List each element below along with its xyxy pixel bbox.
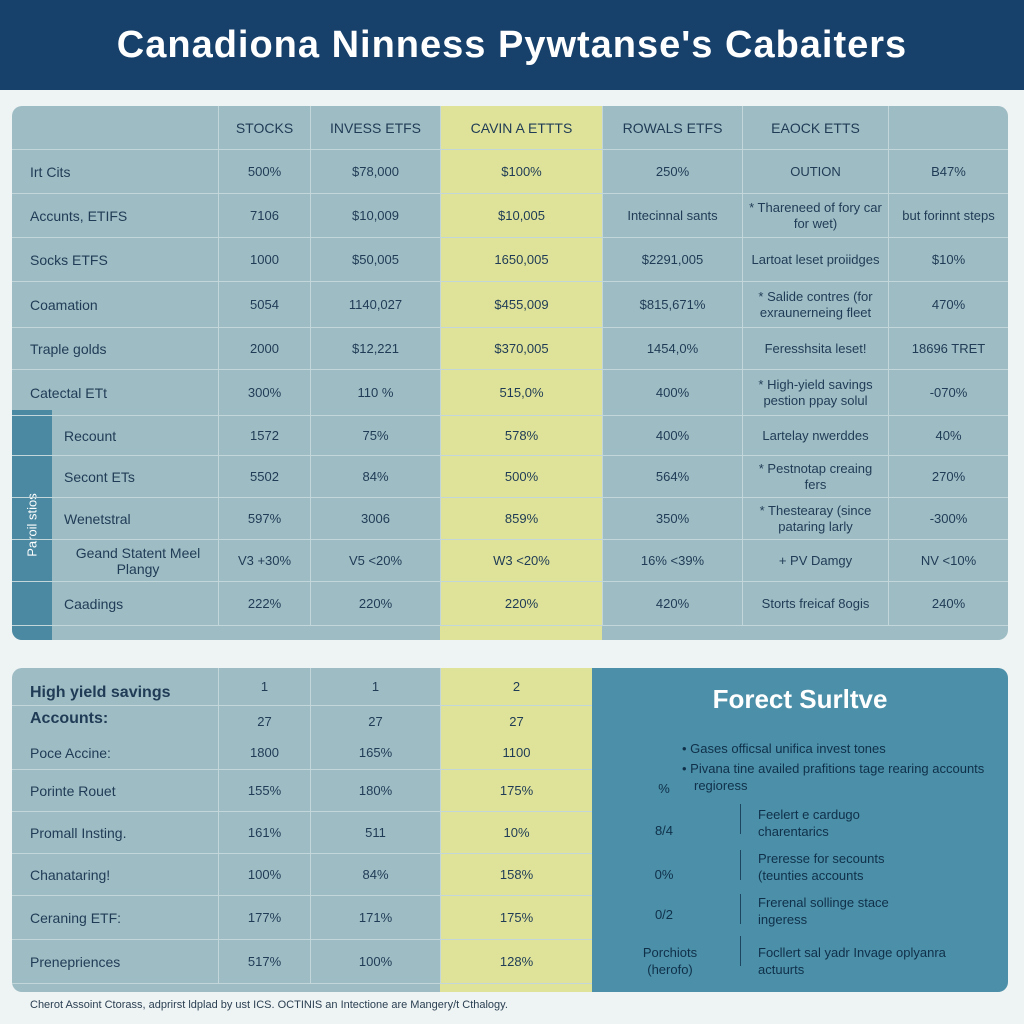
- table-cell: Lartelay nwerddes: [742, 416, 888, 455]
- bullet-text: Gases officsal unifica invest tones: [690, 741, 886, 756]
- table-cell: 220%: [440, 582, 602, 625]
- table-cell: -300%: [888, 498, 1008, 539]
- table-cell: $10,009: [310, 194, 440, 237]
- row-label: Recount: [64, 427, 117, 444]
- savings-row: [12, 940, 592, 984]
- table-cell: 180%: [310, 770, 440, 811]
- header-cell: CAVIN A ETTTS: [440, 106, 602, 149]
- row-label: Coamation: [30, 296, 98, 313]
- table-cell: 1572: [218, 416, 310, 455]
- table-cell: 84%: [310, 456, 440, 497]
- table-cell: 859%: [440, 498, 602, 539]
- row-label: Promall Insting.: [30, 824, 127, 841]
- table-cell: 7106: [218, 194, 310, 237]
- bullet-item: • Pivana tine availed prafitions tage rearing accounts regioress: [682, 761, 985, 793]
- table-cell: * Salide contres (for exraunerneing fleet: [742, 282, 888, 327]
- table-row: [12, 540, 1008, 582]
- table-cell: V5 <20%: [310, 540, 440, 581]
- page-title: Canadiona Ninness Pywtanse's Cabaiters: [116, 23, 908, 66]
- table-cell: B47%: [888, 150, 1008, 193]
- footer-note: Cherot Assoint Ctorass, adprirst ldplad by ust ICS. OCTINIS an Intectione are Mangery/t Cthalogy.: [30, 999, 508, 1011]
- row-label: Socks ETFS: [30, 251, 108, 268]
- subheader-cell: 27: [440, 706, 592, 736]
- savings-heading-line: High yield savings: [30, 684, 171, 701]
- table-cell: 128%: [440, 940, 592, 983]
- header-cell: 2: [440, 668, 592, 705]
- header-cell: [888, 106, 1008, 149]
- table-cell: $78,000: [310, 150, 440, 193]
- table-cell: 240%: [888, 582, 1008, 625]
- table-cell: 1454,0%: [602, 328, 742, 369]
- panel-title: Forect Surltve: [712, 684, 888, 714]
- bracket-divider: [740, 850, 746, 880]
- table-cell: 3006: [310, 498, 440, 539]
- table-cell: Lartoat leset proiidges: [742, 238, 888, 281]
- table-cell: 500%: [218, 150, 310, 193]
- header-cell: ROWALS ETFS: [602, 106, 742, 149]
- table-cell: 177%: [218, 896, 310, 939]
- table-cell: * Pestnotap creaing fers: [742, 456, 888, 497]
- header-cell: 1: [218, 668, 310, 705]
- table-cell: 500%: [440, 456, 602, 497]
- table-cell: * Thestearay (since pataring larly: [742, 498, 888, 539]
- row-label: Caadings: [64, 595, 124, 612]
- title-bar: [0, 0, 1024, 90]
- table-cell: 84%: [310, 854, 440, 895]
- header-cell: [12, 106, 218, 149]
- bracket-divider: [740, 804, 746, 834]
- row-label: Prenepriences: [30, 953, 121, 970]
- table-cell: 40%: [888, 416, 1008, 455]
- row-label: Wenetstral: [64, 510, 131, 527]
- bracket-divider: [740, 894, 746, 924]
- table-row: [12, 456, 1008, 498]
- panel-item-text: Frerenal sollinge stace ingeress: [758, 895, 889, 927]
- panel-pct: 8/4: [654, 823, 674, 838]
- row-label: Secont ETs: [64, 468, 135, 485]
- subheader-cell: 27: [218, 706, 310, 736]
- comparison-table: [12, 106, 1008, 640]
- table-cell: $12,221: [310, 328, 440, 369]
- sidebar-label: Paroil stios: [24, 493, 40, 557]
- table-cell: 1140,027: [310, 282, 440, 327]
- bracket-divider: [740, 936, 746, 966]
- table-cell: 175%: [440, 896, 592, 939]
- table-row: [12, 328, 1008, 370]
- table-cell: NV <10%: [888, 540, 1008, 581]
- table-cell: W3 <20%: [440, 540, 602, 581]
- panel-item-text: Feelert e cardugo charentarics: [758, 807, 860, 839]
- panel-item-text: Focllert sal yadr Invage oplyanra actuurts: [758, 945, 946, 977]
- savings-row: [12, 736, 592, 770]
- table-cell: 171%: [310, 896, 440, 939]
- table-cell: 110 %: [310, 370, 440, 415]
- panel-item-label: Porchiots (herofo): [642, 945, 698, 977]
- table-cell: 100%: [218, 854, 310, 895]
- savings-table: [12, 668, 592, 992]
- table-cell: 564%: [602, 456, 742, 497]
- table-cell: 517%: [218, 940, 310, 983]
- table-cell: 18696 TRET: [888, 328, 1008, 369]
- savings-row: [12, 770, 592, 812]
- table-cell: 75%: [310, 416, 440, 455]
- table-cell: 420%: [602, 582, 742, 625]
- table-cell: Intecinnal sants: [602, 194, 742, 237]
- row-label: Poce Accine:: [30, 744, 111, 761]
- table-cell: OUTION: [742, 150, 888, 193]
- table-cell: 161%: [218, 812, 310, 853]
- table-cell: $100%: [440, 150, 602, 193]
- header-cell: INVESS ETFS: [310, 106, 440, 149]
- row-label: Chanataring!: [30, 866, 111, 883]
- row-label: Accunts, ETIFS: [30, 207, 128, 224]
- table-cell: 2000: [218, 328, 310, 369]
- subheader-cell: 27: [310, 706, 440, 736]
- table-cell: 250%: [602, 150, 742, 193]
- table-cell: 400%: [602, 370, 742, 415]
- row-label: Irt Cits: [30, 163, 71, 180]
- table-cell: $370,005: [440, 328, 602, 369]
- table-row: [12, 150, 1008, 194]
- table-cell: 1000: [218, 238, 310, 281]
- panel-item-text: Preresse for secounts (teunties accounts: [758, 851, 885, 883]
- table-cell: 5054: [218, 282, 310, 327]
- bullet-item: • Gases officsal unifica invest tones: [682, 741, 886, 756]
- row-label: Ceraning ETF:: [30, 909, 122, 926]
- savings-row: [12, 812, 592, 854]
- table-row: [12, 238, 1008, 282]
- table-cell: 5502: [218, 456, 310, 497]
- table-cell: 1800: [218, 736, 310, 769]
- table-cell: 1650,005: [440, 238, 602, 281]
- table-cell: 270%: [888, 456, 1008, 497]
- table-cell: 511: [310, 812, 440, 853]
- row-label: Geand Statent Meel Plangy: [75, 544, 201, 577]
- table-cell: $50,005: [310, 238, 440, 281]
- savings-heading-line: Accounts:: [30, 710, 109, 727]
- table-cell: 400%: [602, 416, 742, 455]
- table-cell: 300%: [218, 370, 310, 415]
- table-row: [12, 498, 1008, 540]
- table-cell: -070%: [888, 370, 1008, 415]
- table-cell: 158%: [440, 854, 592, 895]
- table-cell: $2291,005: [602, 238, 742, 281]
- savings-row: [12, 896, 592, 940]
- row-label: Porinte Rouet: [30, 782, 116, 799]
- table-cell: $455,009: [440, 282, 602, 327]
- table-row: [12, 282, 1008, 328]
- table-cell: 350%: [602, 498, 742, 539]
- table-cell: V3 +30%: [218, 540, 310, 581]
- table-cell: Feresshsita leset!: [742, 328, 888, 369]
- table-cell: + PV Damgy: [742, 540, 888, 581]
- table-header-row: [12, 106, 1008, 150]
- table-cell: 165%: [310, 736, 440, 769]
- row-label: Traple golds: [30, 340, 107, 357]
- table-cell: Storts freicaf 8ogis: [742, 582, 888, 625]
- forecast-panel: [592, 668, 1008, 992]
- table-cell: 470%: [888, 282, 1008, 327]
- table-cell: $815,671%: [602, 282, 742, 327]
- table-cell: 1100: [440, 736, 592, 769]
- table-cell: 100%: [310, 940, 440, 983]
- table-cell: 16% <39%: [602, 540, 742, 581]
- panel-bullets: [682, 740, 1002, 797]
- savings-row: [12, 854, 592, 896]
- table-cell: 597%: [218, 498, 310, 539]
- table-cell: 222%: [218, 582, 310, 625]
- table-cell: but forinnt steps: [888, 194, 1008, 237]
- header-cell: 1: [310, 668, 440, 705]
- savings-header-row: [12, 668, 592, 706]
- bullet-text: Pivana tine availed prafitions tage rearing accounts regioress: [690, 761, 985, 793]
- table-row: [12, 370, 1008, 416]
- header-cell: EAOCK ETTS: [742, 106, 888, 149]
- table-cell: $10,005: [440, 194, 602, 237]
- table-cell: * Thareneed of fory car for wet): [742, 194, 888, 237]
- table-cell: 220%: [310, 582, 440, 625]
- panel-pct: %: [658, 781, 670, 796]
- table-cell: $10%: [888, 238, 1008, 281]
- table-row: [12, 582, 1008, 626]
- savings-subheader-row: [12, 706, 592, 736]
- table-cell: 515,0%: [440, 370, 602, 415]
- table-cell: 155%: [218, 770, 310, 811]
- table-cell: 175%: [440, 770, 592, 811]
- panel-pct: 0%: [654, 867, 674, 882]
- table-cell: * High-yield savings pestion ppay solul: [742, 370, 888, 415]
- row-label: Catectal ETt: [30, 384, 108, 401]
- table-cell: 578%: [440, 416, 602, 455]
- panel-pct: 0/2: [654, 907, 674, 922]
- header-cell: STOCKS: [218, 106, 310, 149]
- table-row: [12, 194, 1008, 238]
- table-cell: 10%: [440, 812, 592, 853]
- table-row: [12, 416, 1008, 456]
